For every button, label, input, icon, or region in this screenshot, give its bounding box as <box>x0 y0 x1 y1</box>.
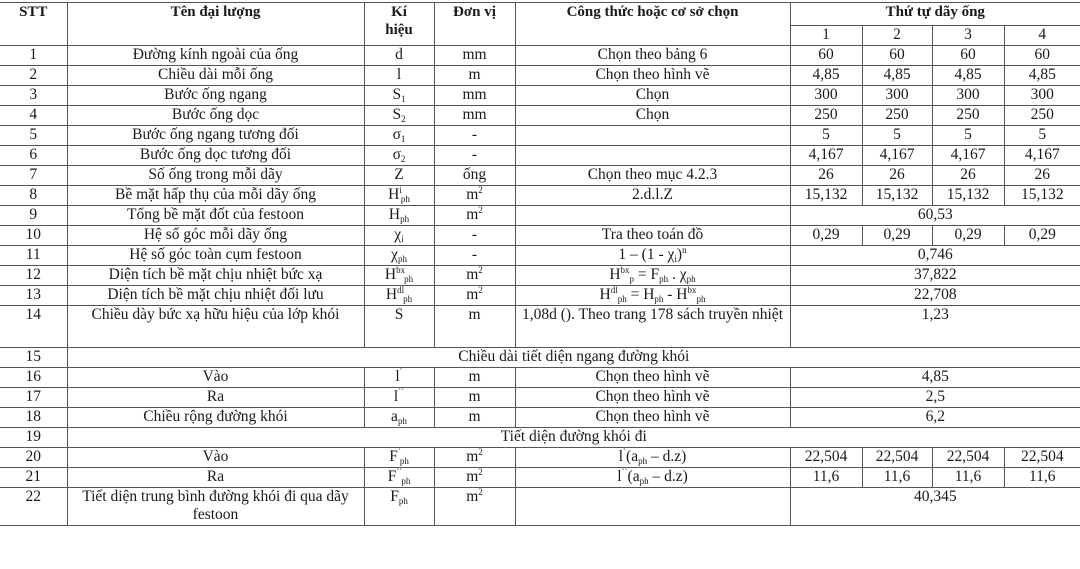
unit-base: - <box>471 226 478 243</box>
section-title: Tiết diện đường khói đi <box>67 428 1080 448</box>
unit-base: m <box>468 66 481 83</box>
formula-cell: Chọn theo hình vẽ <box>515 408 790 428</box>
f: - H <box>663 286 688 303</box>
stt-cell: 5 <box>0 126 67 146</box>
f: ph <box>617 294 627 304</box>
stt-cell: 4 <box>0 106 67 126</box>
name-cell: Số ống trong mỗi dãy <box>67 166 364 186</box>
header-rows-group: Thứ tự dãy ống <box>790 3 1080 26</box>
unit-base: m <box>466 448 479 465</box>
stt-cell: 2 <box>0 66 67 86</box>
value-cell-row-3: 15,132 <box>932 186 1004 206</box>
unit-base: m <box>466 488 479 505</box>
value-cell-row-2: 26 <box>862 166 932 186</box>
value-cell-row-3: 4,167 <box>932 146 1004 166</box>
unit-cell <box>434 166 515 186</box>
festoon-parameters-table <box>0 2 1080 526</box>
value-cell-row-1: 4,85 <box>790 66 862 86</box>
formula-cell <box>515 126 790 146</box>
symbol-sub: ph <box>398 496 408 506</box>
unit-cell <box>434 146 515 166</box>
unit-sup: 2 <box>478 487 483 497</box>
name-cell: Bước ống dọc <box>67 106 364 126</box>
table-row <box>0 266 1080 286</box>
symbol-base: F <box>390 488 399 505</box>
value-cell-row-3: 11,6 <box>932 468 1004 488</box>
header-unit: Đơn vị <box>434 3 515 46</box>
value-cell-row-4: 250 <box>1004 106 1080 126</box>
table-row <box>0 448 1080 468</box>
symbol-base: l <box>396 66 402 83</box>
f: `` <box>621 467 628 477</box>
symbol-base: a <box>391 408 398 425</box>
value-cell-row-3: 4,85 <box>932 66 1004 86</box>
name-cell: Vào <box>67 368 364 388</box>
formula-cell: 1,08d (). Theo trang 178 sách truyền nhiệt <box>515 306 790 348</box>
value-cell-row-4: 4,167 <box>1004 146 1080 166</box>
symbol-base: σ <box>392 146 401 163</box>
unit-sup: 2 <box>478 285 483 295</box>
f: n <box>682 245 687 255</box>
f: bx <box>620 265 630 275</box>
value-cell-row-1: 15,132 <box>790 186 862 206</box>
unit-base: m <box>466 206 479 223</box>
f: l <box>618 448 624 465</box>
header-stt: STT <box>0 3 67 46</box>
name-cell: Tiết diện trung bình đường khói đi qua dãy festoon <box>67 488 364 526</box>
unit-cell <box>434 266 515 286</box>
section-title: Chiều dài tiết diện ngang đường khói <box>67 348 1080 368</box>
value-cell-row-4: 11,6 <box>1004 468 1080 488</box>
f: H <box>609 266 621 283</box>
unit-cell <box>434 488 515 526</box>
value-cell-row-3: 22,504 <box>932 448 1004 468</box>
symbol-base: F <box>387 468 397 485</box>
stt-cell: 18 <box>0 408 67 428</box>
header-row-2: 2 <box>862 26 932 46</box>
f: dl <box>610 285 618 295</box>
unit-cell <box>434 186 515 206</box>
symbol-base: Z <box>394 166 404 183</box>
formula-cell <box>515 246 790 266</box>
table-row <box>0 286 1080 306</box>
value-cell-row-2: 4,167 <box>862 146 932 166</box>
name-cell: Bước ống ngang tương đối <box>67 126 364 146</box>
value-cell-row-1: 26 <box>790 166 862 186</box>
symbol-cell <box>364 448 434 468</box>
table-row <box>0 46 1080 66</box>
symbol-base: χ <box>391 246 398 263</box>
name-cell: Bề mặt hấp thụ của mỗi dãy ống <box>67 186 364 206</box>
name-cell: Tổng bề mặt đốt của festoon <box>67 206 364 226</box>
symbol-sup: ` <box>399 367 403 377</box>
value-cell-row-1: 300 <box>790 86 862 106</box>
symbol-cell <box>364 226 434 246</box>
value-cell-row-4: 26 <box>1004 166 1080 186</box>
symbol-cell <box>364 246 434 266</box>
stt-cell: 22 <box>0 488 67 526</box>
f: = F <box>634 266 660 283</box>
formula-cell: Chọn <box>515 106 790 126</box>
unit-base: ống <box>462 166 487 183</box>
formula-cell: 2.d.l.Z <box>515 186 790 206</box>
unit-base: mm <box>462 46 487 63</box>
f: . χ <box>668 266 687 283</box>
value-cell-row-2: 22,504 <box>862 448 932 468</box>
formula-cell: Chọn theo hình vẽ <box>515 368 790 388</box>
formula-cell <box>515 286 790 306</box>
symbol-cell <box>364 126 434 146</box>
symbol-sub: ph <box>401 476 411 486</box>
value-cell-row-4: 22,504 <box>1004 448 1080 468</box>
symbol-sup: bx <box>396 265 406 275</box>
value-cell-row-1: 22,504 <box>790 448 862 468</box>
formula-cell <box>515 468 790 488</box>
merged-value-cell: 6,2 <box>790 408 1080 428</box>
f: ` <box>623 447 627 457</box>
formula-cell <box>515 206 790 226</box>
stt-cell: 8 <box>0 186 67 206</box>
symbol-cell <box>364 46 434 66</box>
stt-cell: 13 <box>0 286 67 306</box>
unit-cell <box>434 388 515 408</box>
symbol-cell <box>364 146 434 166</box>
f: = H <box>626 286 655 303</box>
name-cell: Bước ống ngang <box>67 86 364 106</box>
value-cell-row-4: 60 <box>1004 46 1080 66</box>
symbol-cell <box>364 286 434 306</box>
symbol-base: H <box>388 206 401 223</box>
stt-cell: 12 <box>0 266 67 286</box>
name-cell: Ra <box>67 468 364 488</box>
value-cell-row-4: 15,132 <box>1004 186 1080 206</box>
table-row <box>0 146 1080 166</box>
unit-base: - <box>471 246 478 263</box>
symbol-sup: `` <box>398 387 405 397</box>
merged-value-cell: 22,708 <box>790 286 1080 306</box>
stt-cell: 17 <box>0 388 67 408</box>
stt-cell: 21 <box>0 468 67 488</box>
f: l <box>617 468 622 485</box>
stt-cell: 20 <box>0 448 67 468</box>
name-cell: Đường kính ngoài của ống <box>67 46 364 66</box>
unit-cell <box>434 46 515 66</box>
unit-base: m <box>468 368 481 385</box>
unit-cell <box>434 246 515 266</box>
table-row <box>0 206 1080 226</box>
symbol-cell <box>364 266 434 286</box>
unit-sup: 2 <box>478 265 483 275</box>
symbol-base: H <box>385 286 398 303</box>
unit-base: m <box>466 286 479 303</box>
symbol-cell <box>364 388 434 408</box>
table-row <box>0 468 1080 488</box>
name-cell: Chiều dày bức xạ hữu hiệu của lớp khói <box>67 306 364 348</box>
symbol-base: S <box>392 106 402 123</box>
value-cell-row-1: 250 <box>790 106 862 126</box>
stt-cell: 14 <box>0 306 67 348</box>
value-cell-row-4: 5 <box>1004 126 1080 146</box>
unit-cell <box>434 368 515 388</box>
unit-base: - <box>471 146 478 163</box>
table-row <box>0 226 1080 246</box>
f: 1 – (1 - χ <box>618 246 675 263</box>
stt-cell: 7 <box>0 166 67 186</box>
value-cell-row-2: 60 <box>862 46 932 66</box>
symbol-base: l <box>395 368 400 385</box>
symbol-cell <box>364 488 434 526</box>
symbol-sub: ph <box>397 254 407 264</box>
symbol-cell <box>364 106 434 126</box>
unit-cell <box>434 206 515 226</box>
unit-cell <box>434 468 515 488</box>
f: ph <box>638 456 648 466</box>
merged-value-cell: 0,746 <box>790 246 1080 266</box>
symbol-cell <box>364 408 434 428</box>
unit-cell <box>434 66 515 86</box>
value-cell-row-2: 11,6 <box>862 468 932 488</box>
header-row-3: 3 <box>932 26 1004 46</box>
unit-cell <box>434 306 515 348</box>
value-cell-row-4: 0,29 <box>1004 226 1080 246</box>
f: bx <box>687 285 697 295</box>
unit-base: mm <box>462 106 487 123</box>
f: ph <box>654 294 664 304</box>
section-row <box>0 428 1080 448</box>
unit-base: m <box>466 186 479 203</box>
symbol-sub: i <box>401 234 404 244</box>
table-row <box>0 166 1080 186</box>
symbol-base: F <box>389 448 398 465</box>
formula-cell: Chọn theo mục 4.2.3 <box>515 166 790 186</box>
symbol-cell <box>364 186 434 206</box>
value-cell-row-3: 300 <box>932 86 1004 106</box>
formula-cell: Tra theo toán đồ <box>515 226 790 246</box>
symbol-base: d <box>395 46 403 63</box>
symbol-sup: ` <box>397 447 401 457</box>
value-cell-row-3: 0,29 <box>932 226 1004 246</box>
f: H <box>599 286 611 303</box>
unit-base: m <box>468 388 481 405</box>
formula-cell <box>515 488 790 526</box>
name-cell: Hệ số góc mỗi dãy ống <box>67 226 364 246</box>
value-cell-row-1: 0,29 <box>790 226 862 246</box>
unit-base: m <box>468 306 481 323</box>
stt-cell: 11 <box>0 246 67 266</box>
unit-base: m <box>468 408 481 425</box>
symbol-sub: 1 <box>401 94 406 104</box>
table-row <box>0 66 1080 86</box>
table-row <box>0 388 1080 408</box>
symbol-base: H <box>384 266 397 283</box>
formula-cell <box>515 146 790 166</box>
value-cell-row-2: 0,29 <box>862 226 932 246</box>
value-cell-row-2: 4,85 <box>862 66 932 86</box>
symbol-base: σ <box>392 126 401 143</box>
unit-base: m <box>466 468 479 485</box>
f: ph <box>659 274 669 284</box>
name-cell: Ra <box>67 388 364 408</box>
header-formula: Công thức hoặc cơ sở chọn <box>515 3 790 46</box>
name-cell: Chiều rộng đường khói <box>67 408 364 428</box>
formula-cell: Chọn theo hình vẽ <box>515 388 790 408</box>
symbol-sup: i <box>399 185 402 195</box>
name-cell: Diện tích bề mặt chịu nhiệt đối lưu <box>67 286 364 306</box>
table-row <box>0 186 1080 206</box>
unit-cell <box>434 106 515 126</box>
symbol-cell <box>364 166 434 186</box>
f: i <box>674 254 677 264</box>
formula-cell: Chọn theo bảng 6 <box>515 46 790 66</box>
value-cell-row-1: 60 <box>790 46 862 66</box>
unit-base: mm <box>462 86 487 103</box>
name-cell: Bước ống dọc tương đối <box>67 146 364 166</box>
f: – d.z) <box>647 448 687 465</box>
f: ph <box>696 294 706 304</box>
symbol-sub: ph <box>400 194 410 204</box>
value-cell-row-2: 5 <box>862 126 932 146</box>
header-name: Tên đại lượng <box>67 3 364 46</box>
value-cell-row-3: 26 <box>932 166 1004 186</box>
merged-value-cell: 37,822 <box>790 266 1080 286</box>
table-row <box>0 246 1080 266</box>
symbol-sub: 2 <box>401 114 406 124</box>
stt-cell: 1 <box>0 46 67 66</box>
unit-sup: 2 <box>478 467 483 477</box>
unit-cell <box>434 408 515 428</box>
merged-value-cell: 1,23 <box>790 306 1080 348</box>
symbol-sub: ph <box>404 274 414 284</box>
f: (a <box>627 468 640 485</box>
table-row <box>0 86 1080 106</box>
symbol-cell <box>364 86 434 106</box>
value-cell-row-4: 4,85 <box>1004 66 1080 86</box>
formula-cell <box>515 448 790 468</box>
symbol-cell <box>364 206 434 226</box>
symbol-base: S <box>392 86 402 103</box>
symbol-base: H <box>388 186 400 203</box>
value-cell-row-3: 60 <box>932 46 1004 66</box>
unit-sup: 2 <box>478 447 483 457</box>
symbol-cell <box>364 468 434 488</box>
header-row-4: 4 <box>1004 26 1080 46</box>
unit-cell <box>434 86 515 106</box>
value-cell-row-1: 5 <box>790 126 862 146</box>
stt-cell: 16 <box>0 368 67 388</box>
table-row <box>0 488 1080 526</box>
merged-value-cell: 4,85 <box>790 368 1080 388</box>
symbol-sup: dl <box>397 285 405 295</box>
symbol-cell <box>364 66 434 86</box>
name-cell: Vào <box>67 448 364 468</box>
formula-cell: Chọn theo hình vẽ <box>515 66 790 86</box>
symbol-sub: ph <box>399 456 409 466</box>
name-cell: Diện tích bề mặt chịu nhiệt bức xạ <box>67 266 364 286</box>
header-symbol: Kí hiệu <box>364 3 434 46</box>
formula-cell <box>515 266 790 286</box>
table-row <box>0 126 1080 146</box>
unit-base: m <box>466 266 479 283</box>
table-row <box>0 408 1080 428</box>
name-cell: Hệ số góc toàn cụm festoon <box>67 246 364 266</box>
unit-cell <box>434 226 515 246</box>
symbol-sub: 1 <box>400 134 406 144</box>
symbol-base: S <box>394 306 404 323</box>
unit-cell <box>434 126 515 146</box>
stt-cell: 9 <box>0 206 67 226</box>
symbol-sub: ph <box>397 416 407 426</box>
name-cell: Chiều dài mỗi ống <box>67 66 364 86</box>
symbol-cell <box>364 368 434 388</box>
symbol-base: l <box>393 388 399 405</box>
stt-cell: 15 <box>0 348 67 368</box>
merged-value-cell: 2,5 <box>790 388 1080 408</box>
merged-value-cell: 60,53 <box>790 206 1080 226</box>
value-cell-row-1: 4,167 <box>790 146 862 166</box>
value-cell-row-4: 300 <box>1004 86 1080 106</box>
value-cell-row-3: 250 <box>932 106 1004 126</box>
f: – d.z) <box>648 468 688 485</box>
f: ph <box>686 274 696 284</box>
symbol-sub: ph <box>400 214 410 224</box>
value-cell-row-3: 5 <box>932 126 1004 146</box>
unit-cell <box>434 286 515 306</box>
stt-cell: 3 <box>0 86 67 106</box>
merged-value-cell: 40,345 <box>790 488 1080 526</box>
formula-cell: Chọn <box>515 86 790 106</box>
value-cell-row-2: 300 <box>862 86 932 106</box>
unit-sup: 2 <box>478 185 483 195</box>
table-row <box>0 106 1080 126</box>
header-row-1: 1 <box>790 26 862 46</box>
stt-cell: 10 <box>0 226 67 246</box>
stt-cell: 6 <box>0 146 67 166</box>
symbol-sub: 2 <box>400 154 406 164</box>
symbol-sup: `` <box>396 467 403 477</box>
f: (a <box>626 448 639 465</box>
f: ph <box>639 476 649 486</box>
stt-cell: 19 <box>0 428 67 448</box>
unit-sup: 2 <box>478 205 483 215</box>
value-cell-row-2: 15,132 <box>862 186 932 206</box>
table-row <box>0 368 1080 388</box>
value-cell-row-1: 11,6 <box>790 468 862 488</box>
f: p <box>629 274 635 284</box>
unit-base: - <box>471 126 478 143</box>
symbol-base: χ <box>394 226 402 243</box>
unit-cell <box>434 448 515 468</box>
value-cell-row-2: 250 <box>862 106 932 126</box>
f: ) <box>676 246 683 263</box>
symbol-sub: ph <box>403 294 413 304</box>
table-row <box>0 306 1080 348</box>
section-row <box>0 348 1080 368</box>
symbol-cell <box>364 306 434 348</box>
